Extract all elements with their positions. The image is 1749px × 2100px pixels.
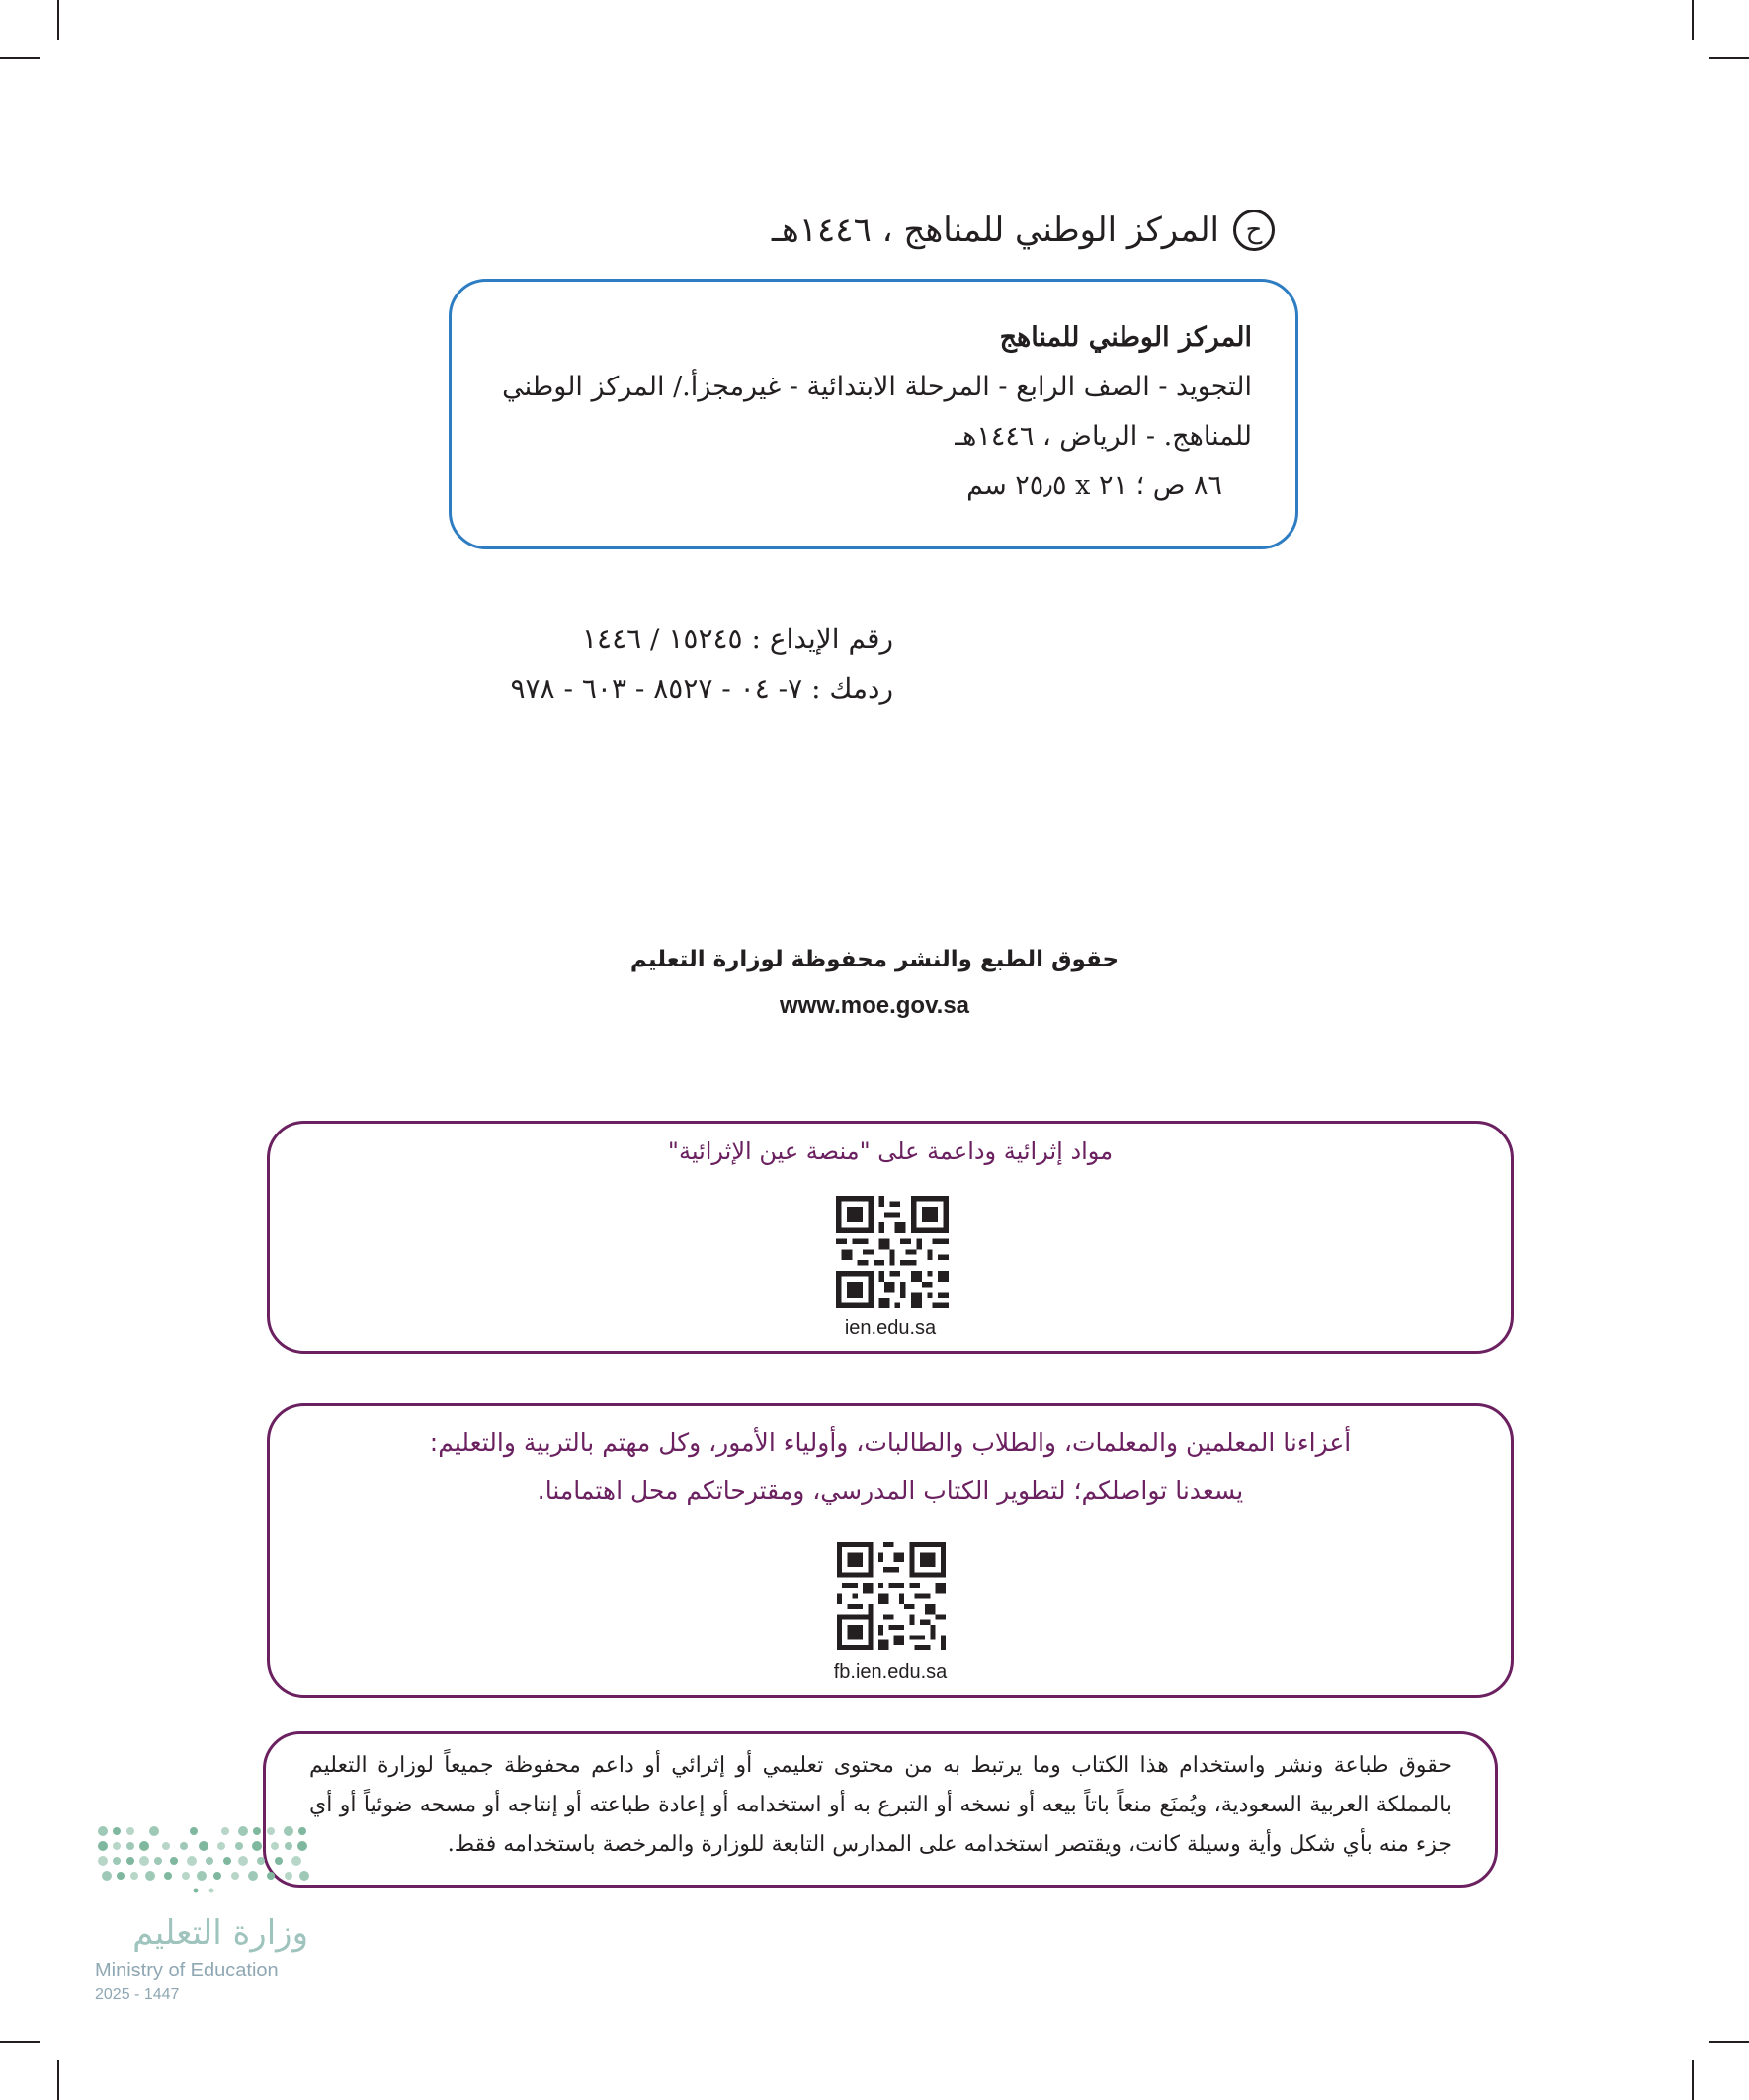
website-link[interactable]: www.moe.gov.sa	[779, 992, 970, 1019]
logo-dot	[231, 1872, 239, 1880]
legal-box	[263, 1731, 1498, 1888]
logo-dot	[297, 1841, 307, 1851]
logo-dot	[126, 1857, 134, 1865]
logo-dot	[164, 1872, 172, 1880]
ministry-year: 2025 - 1447	[95, 1986, 180, 2003]
logo-dot	[197, 1871, 207, 1881]
logo-dot	[170, 1857, 178, 1865]
logo-dot	[299, 1871, 309, 1881]
cip-line-3: ٨٦ ص ؛ ٢١ x ٢٥٫٥ سم	[966, 470, 1222, 501]
logo-dot	[238, 1826, 248, 1836]
logo-dot	[223, 1857, 231, 1865]
logo-dot	[113, 1857, 121, 1865]
logo-dot	[252, 1841, 262, 1851]
logo-dot	[235, 1842, 243, 1850]
logo-dot	[139, 1841, 149, 1851]
logo-dot	[194, 1889, 199, 1893]
cip-box	[449, 279, 1298, 549]
logo-dot	[149, 1826, 159, 1836]
logo-dot	[221, 1827, 229, 1835]
logo-dot	[285, 1842, 292, 1850]
cip-line-2: للمناهج. - الرياض ، ١٤٤٦هـ	[955, 421, 1252, 452]
logo-dot	[213, 1872, 221, 1880]
crop-mark	[1692, 0, 1694, 40]
crop-mark	[1709, 57, 1749, 59]
copyright-line	[771, 210, 1275, 251]
ien-title: مواد إثرائية وداعمة على "منصة عين الإثرائية"	[667, 1137, 1114, 1165]
logo-dot	[217, 1842, 225, 1850]
legal-text: حقوق طباعة ونشر واستخدام هذا الكتاب وما يرتبط به من محتوى تعليمي أو إثرائي أو داعم محفوظة جميعاً لوزارة التعليم بالمملكة العربية السعودية، ويُمنَع منعاً باتاً بيعه أو نسخه أو التبرع به أو استخدامه أو إعادة طباعته أو إنتاجه أو مسحه ضوئياً أو أي جزء منه بأي شكل وأية وسيلة كانت، ويقتصر استخدامه على المدارس التابعة للوزارة والمرخصة باستخدامه فقط.	[309, 1753, 1452, 1857]
copyright-text: المركز الوطني للمناهج ، ١٤٤٦هـ	[771, 210, 1219, 250]
logo-dot	[162, 1842, 170, 1850]
logo-dot	[98, 1841, 108, 1851]
feedback-line-1: أعزاءنا المعلمين والمعلمات، والطلاب والطالبات، وأولياء الأمور، وكل مهتم بالتربية والتعليم:	[429, 1428, 1352, 1457]
crop-mark	[57, 2060, 59, 2100]
cip-line-1: التجويد - الصف الرابع - المرحلة الابتدائية - غيرمجزأ./ المركز الوطني	[502, 372, 1252, 402]
logo-dot	[113, 1842, 121, 1850]
crop-mark	[1709, 2041, 1749, 2043]
isbn-number: ردمك : ٧- ٠٤ - ٨٥٢٧ - ٦٠٣ - ٩٧٨	[510, 672, 893, 705]
ministry-name-ar: وزارة التعليم	[132, 1913, 308, 1953]
ministry-name-en: Ministry of Education	[95, 1960, 279, 1981]
copyright-symbol-icon: ح	[1233, 210, 1275, 251]
logo-dot	[113, 1827, 121, 1835]
logo-dot	[98, 1856, 108, 1866]
logo-dot	[139, 1856, 149, 1866]
crop-mark	[0, 2041, 40, 2043]
logo-dot	[271, 1842, 279, 1850]
logo-dot	[180, 1842, 188, 1850]
logo-dot	[248, 1871, 258, 1881]
logo-dot	[190, 1827, 198, 1835]
logo-dot	[102, 1871, 112, 1881]
feedback-qr-label[interactable]: fb.ien.edu.sa	[833, 1661, 948, 1683]
logo-dot	[126, 1827, 134, 1835]
feedback-line-2: يسعدنا تواصلكم؛ لتطوير الكتاب المدرسي، ومقترحاتكم محل اهتمامنا.	[537, 1476, 1244, 1505]
logo-dot	[284, 1826, 293, 1836]
logo-dot	[199, 1841, 208, 1851]
logo-dot	[154, 1857, 162, 1865]
logo-dot	[145, 1871, 155, 1881]
logo-dot	[130, 1872, 138, 1880]
crop-mark	[0, 57, 40, 59]
crop-mark	[1692, 2060, 1694, 2100]
logo-dot	[126, 1842, 134, 1850]
crop-mark	[57, 0, 59, 40]
logo-dot	[298, 1827, 306, 1835]
logo-dot	[267, 1872, 275, 1880]
logo-dot	[182, 1872, 190, 1880]
logo-dot	[267, 1827, 275, 1835]
logo-dot	[253, 1827, 261, 1835]
logo-dot	[285, 1872, 292, 1880]
ien-box	[267, 1121, 1514, 1354]
rights-statement: حقوق الطبع والنشر محفوظة لوزارة التعليم	[629, 947, 1120, 972]
ministry-logo-icon	[95, 1823, 312, 1902]
qr-code-icon[interactable]	[836, 1196, 949, 1308]
ien-qr-label[interactable]: ien.edu.sa	[844, 1317, 937, 1339]
logo-dot	[292, 1856, 301, 1866]
logo-dot	[187, 1856, 197, 1866]
logo-dot	[117, 1872, 125, 1880]
logo-dot	[257, 1857, 265, 1865]
deposit-block	[484, 615, 893, 714]
logo-dot	[238, 1856, 248, 1866]
logo-dot	[98, 1826, 108, 1836]
qr-code-icon[interactable]	[837, 1542, 946, 1650]
feedback-box	[267, 1403, 1514, 1698]
cip-heading: المركز الوطني للمناهج	[999, 322, 1252, 353]
logo-dot	[206, 1857, 213, 1865]
logo-dot	[209, 1889, 214, 1893]
logo-dot	[275, 1857, 283, 1865]
deposit-number: رقم الإيداع : ١٥٢٤٥ / ١٤٤٦	[582, 623, 893, 655]
